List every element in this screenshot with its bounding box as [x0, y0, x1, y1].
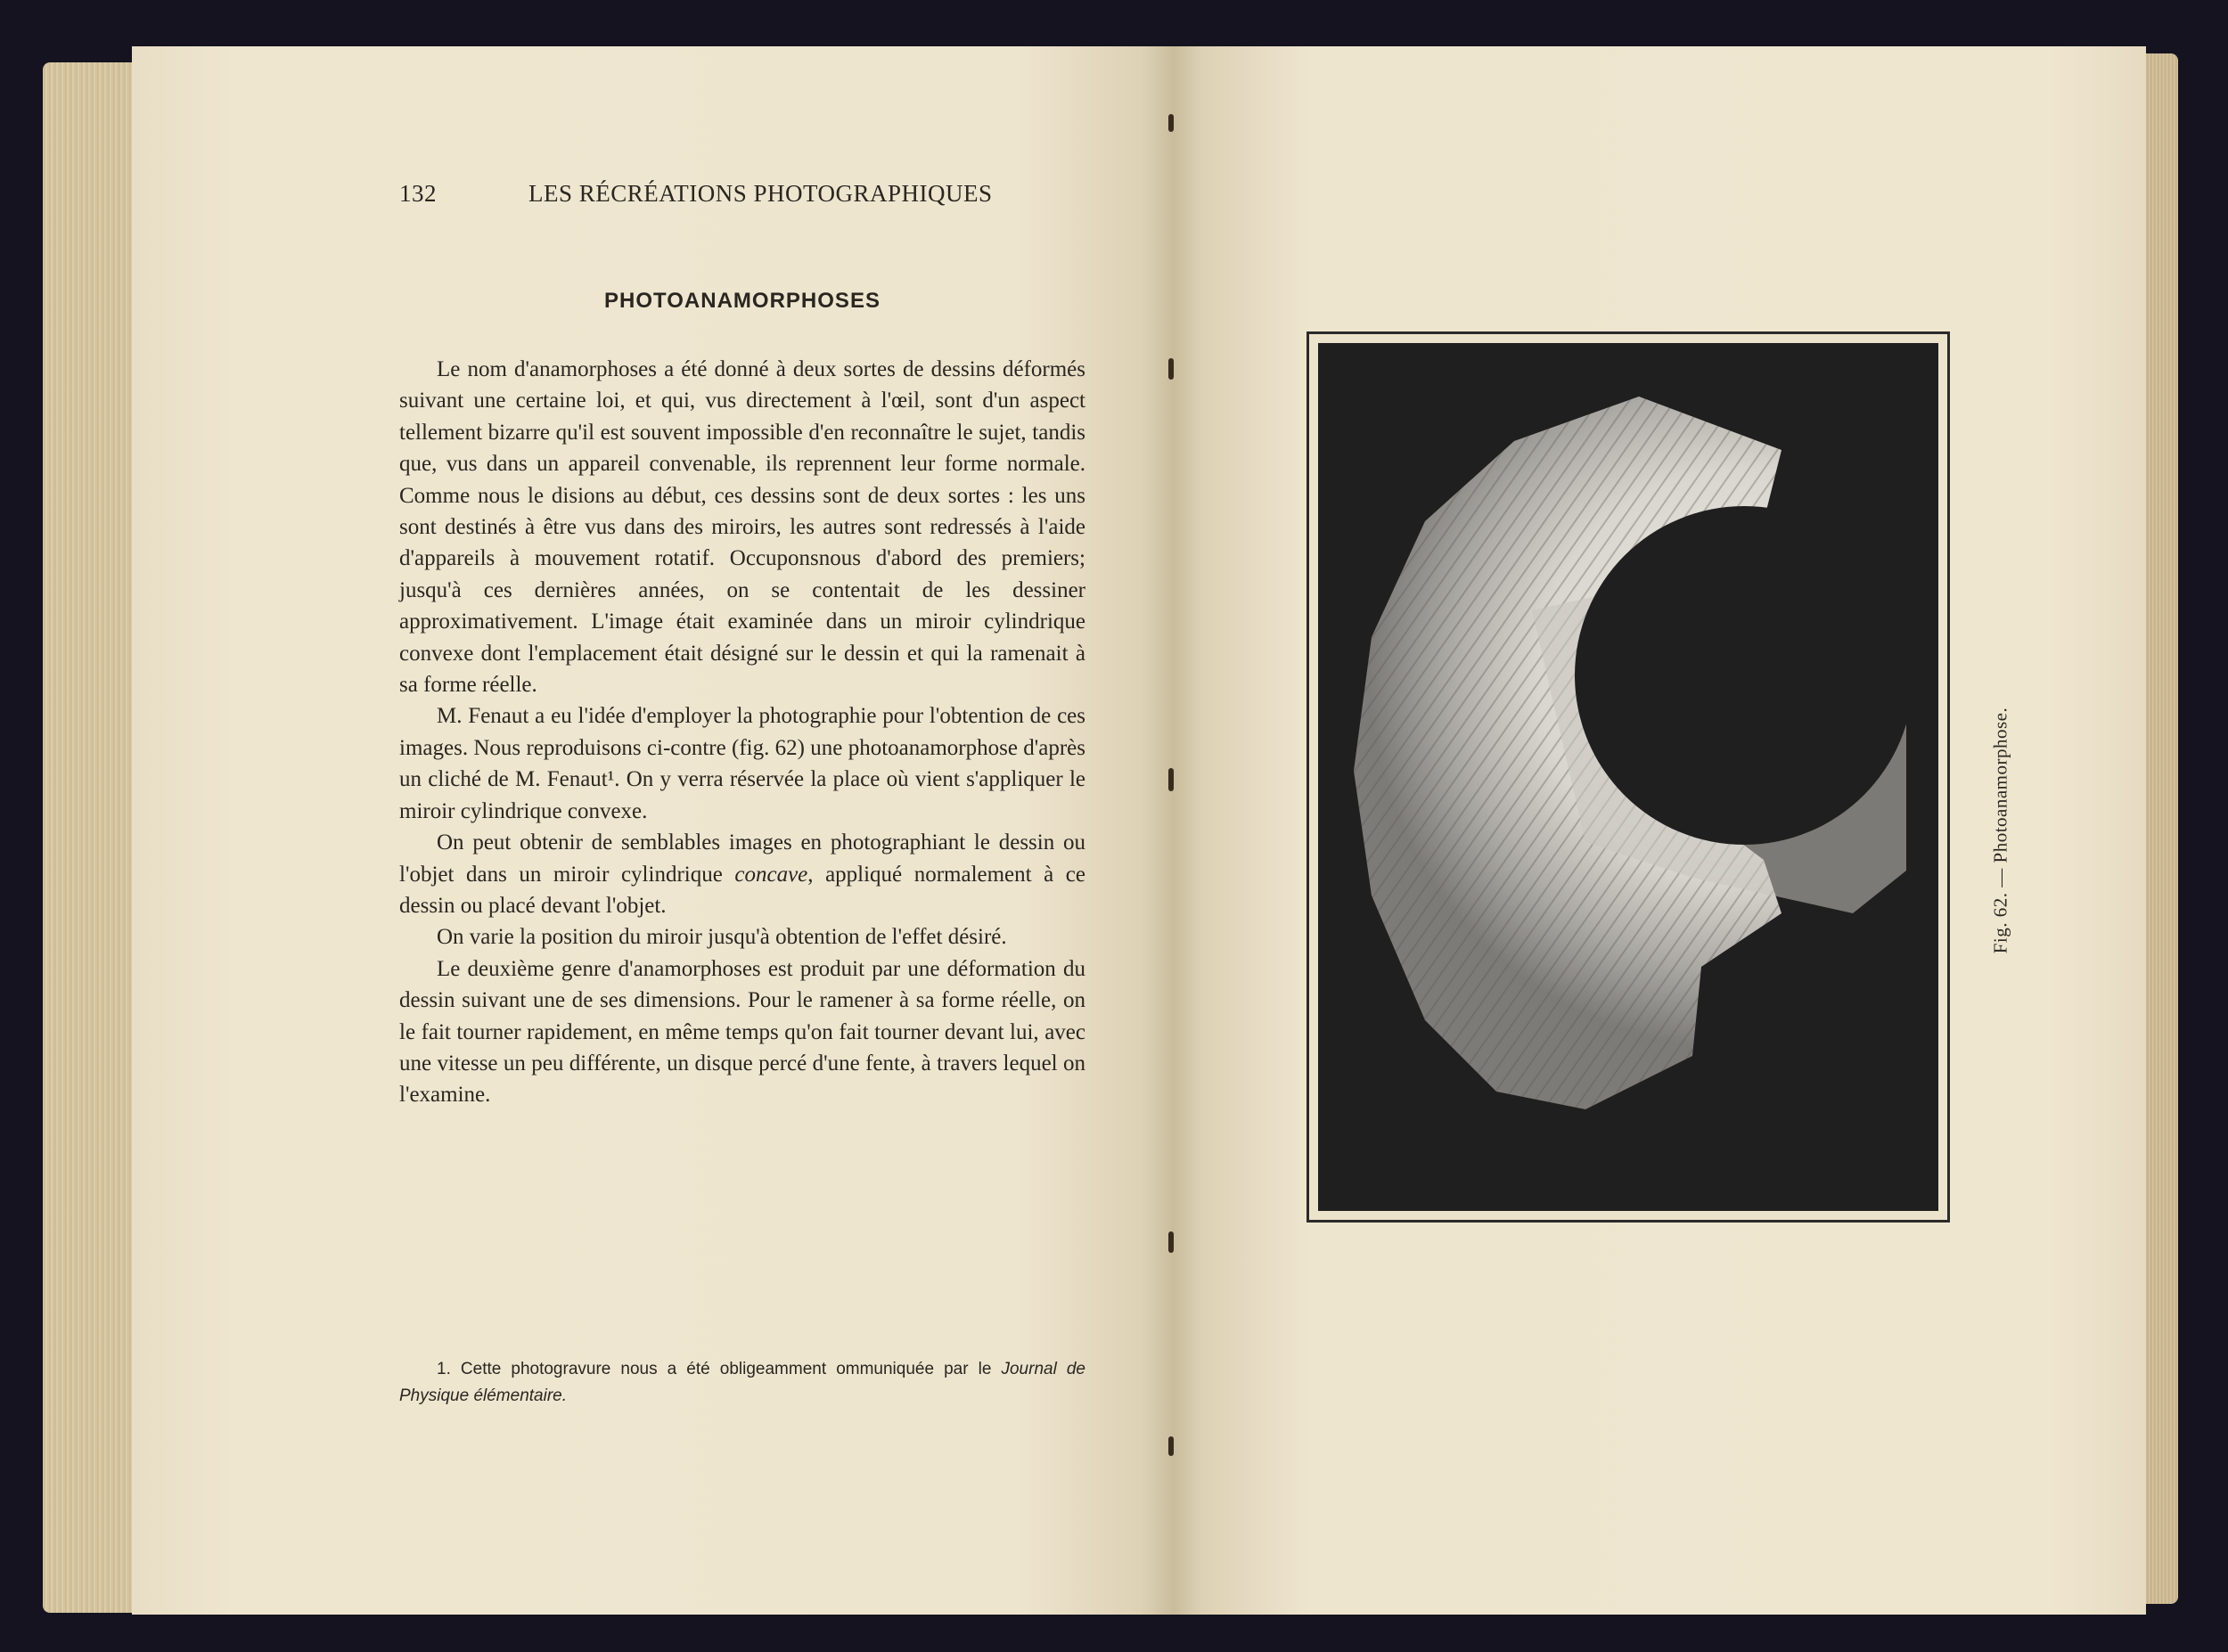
running-title: LES RÉCRÉATIONS PHOTOGRAPHIQUES: [528, 180, 993, 207]
footnote: [399, 1356, 1085, 1410]
open-book: [43, 46, 2178, 1634]
paragraph: Le nom d'anamorphoses a été donné à deux sortes de dessins déformés suivant une certaine loi, et qui, vus directement à l'œil, sont d'un aspect tellement bizarre qu'il est souvent impossible d'en reconnaître le sujet, tandis que, vus dans un appareil convenable, ils reprennent leur forme normale. Comme nous le disions au début, ces dessins sont de deux sortes : les uns sont destinés à être vus dans des miroirs, les autres sont redressés à l'aide d'appareils à mouvement rotatif. Occuponsnous d'abord des premiers; jusqu'à ces dernières années, on se contentait de les dessiner approximativement. L'image était examinée dans un miroir cylindrique convexe dont l'emplacement était désigné sur le dessin et qui la ramenait à sa forme réelle.: [399, 357, 1085, 698]
binding-thread: [1168, 1436, 1174, 1456]
binding-thread: [1168, 114, 1174, 132]
binding-thread: [1168, 1231, 1174, 1253]
footnote-source: Journal de Physique élémentaire.: [399, 1360, 1085, 1405]
caption-text: Fig. 62. — Photoanamorphose.: [1989, 707, 2011, 954]
page-number: 132: [399, 180, 437, 207]
page-edges-left: [43, 62, 141, 1613]
binding-thread: [1168, 768, 1174, 791]
figure-caption: [1986, 688, 2016, 973]
emphasis-text: concave: [734, 862, 808, 887]
paragraph: M. Fenaut a eu l'idée d'employer la photographie pour l'obtention de ces images. Nous reproduisons ci-contre (fig. 62) une photoanamorphose d'après un cliché de M. Fenaut¹. On y verra réservée la place où vient s'appliquer le miroir cylindrique convexe.: [399, 704, 1085, 823]
figure-frame: [1306, 331, 1950, 1223]
body-text: [399, 354, 1085, 1111]
left-page: [132, 46, 1175, 1615]
paragraph-text: On peut obtenir de semblables images en photographiant le dessin ou l'objet dans un miroir cylindrique: [399, 830, 1085, 887]
mirror-disc: [1575, 506, 1913, 845]
paragraph: On varie la position du miroir jusqu'à obtention de l'effet désiré.: [437, 925, 1007, 950]
paragraph-text: , appliqué normalement à ce dessin ou placé devant l'objet.: [399, 862, 1085, 918]
footnote-paragraph: [399, 1356, 1085, 1410]
right-page: [1173, 46, 2146, 1615]
binding-thread: [1168, 358, 1174, 380]
photoanamorphose-photo: [1318, 343, 1938, 1211]
page-edges-right: [2142, 53, 2178, 1604]
paragraph: [399, 827, 1085, 921]
paragraph: Le deuxième genre d'anamorphoses est produit par une déformation du dessin suivant une de ses dimensions. Pour le ramener à sa forme réelle, on le fait tourner rapidement, en même temps qu'on fait tourner devant lui, avec une vitesse un peu différente, un disque percé d'une fente, à travers lequel on l'examine.: [399, 956, 1085, 1108]
footnote-text: 1. Cette photogravure nous a été obligeamment ommuniquée par le: [437, 1360, 1002, 1378]
section-title: PHOTOANAMORPHOSES: [604, 289, 881, 313]
photo-right-crop: [1906, 343, 1938, 1211]
